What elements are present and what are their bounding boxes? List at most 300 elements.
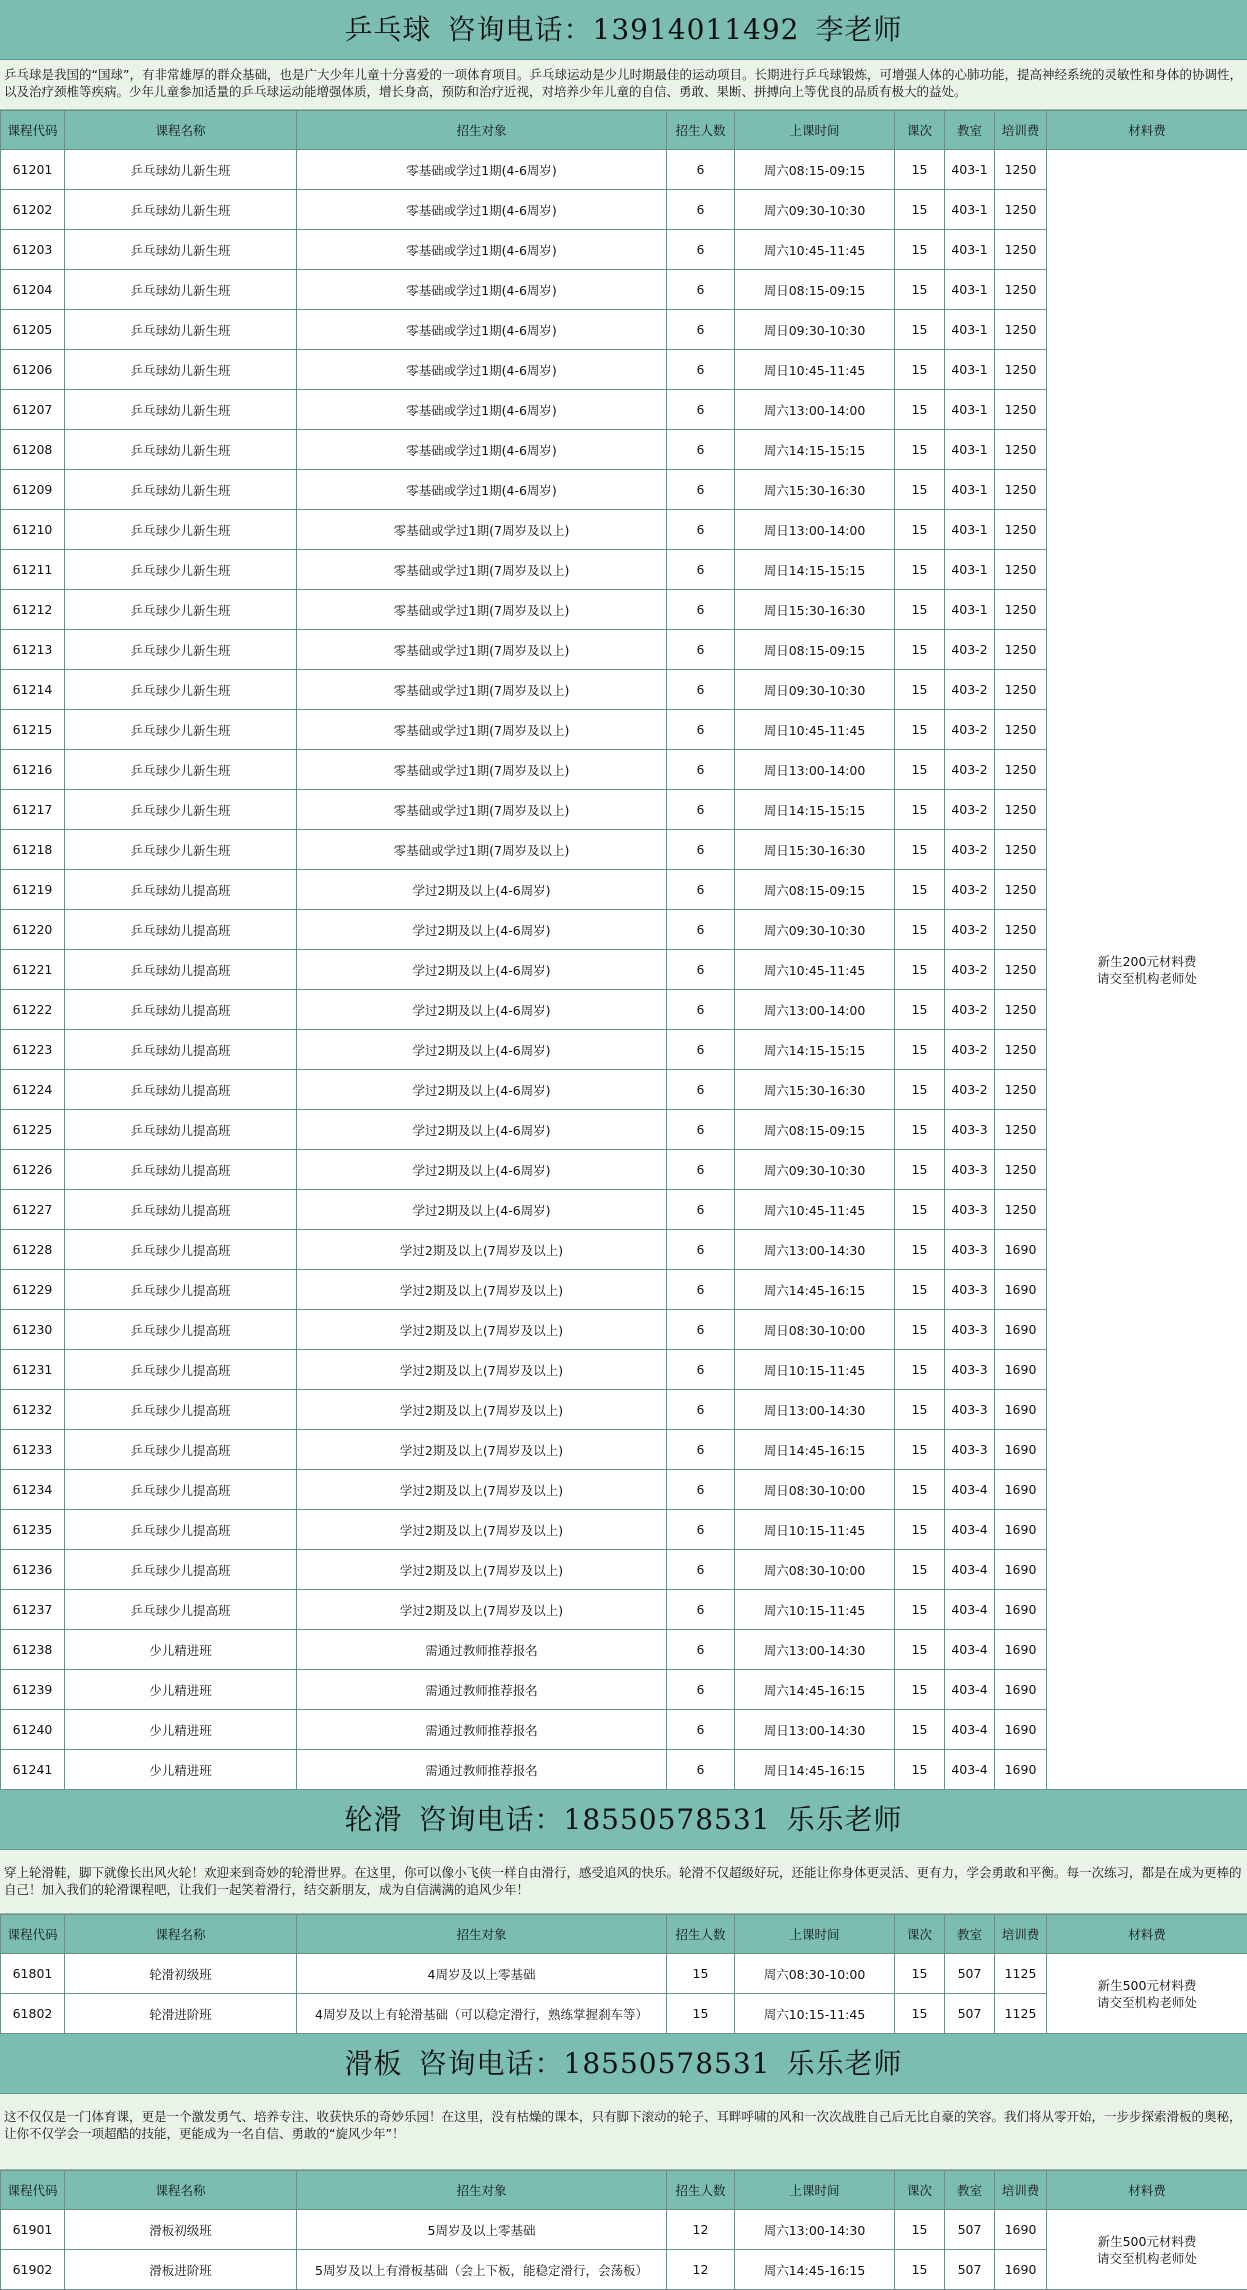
cell-target: 学过2期及以上(7周岁及以上) bbox=[297, 1310, 667, 1350]
section-header bbox=[0, 1790, 1247, 1850]
cell-fee: 1250 bbox=[995, 1070, 1047, 1110]
cell-time: 周日10:45-11:45 bbox=[735, 350, 895, 390]
cell-name: 乒乓球少儿新生班 bbox=[65, 790, 297, 830]
cell-room: 403-3 bbox=[945, 1310, 995, 1350]
cell-code: 61223 bbox=[1, 1030, 65, 1070]
cell-code: 61802 bbox=[1, 1994, 65, 2034]
cell-target: 需通过教师推荐报名 bbox=[297, 1670, 667, 1710]
cell-time: 周日13:00-14:00 bbox=[735, 750, 895, 790]
section-intro: 穿上轮滑鞋，脚下就像长出风火轮！欢迎来到奇妙的轮滑世界。在这里，你可以像小飞侠一样自由滑行，感受追风的快乐。轮滑不仅超级好玩，还能让你身体更灵活、更有力，学会勇敢和平衡。每一次练习，都是在成为更棒的自己！加入我们的轮滑课程吧，让我们一起笑着滑行，结交新朋友，成为自信满满的追风少年！ bbox=[0, 1850, 1247, 1914]
cell-fee: 1690 bbox=[995, 1710, 1047, 1750]
cell-name: 乒乓球幼儿新生班 bbox=[65, 310, 297, 350]
cell-sessions: 15 bbox=[895, 150, 945, 190]
column-header: 招生对象 bbox=[297, 2171, 667, 2210]
cell-code: 61221 bbox=[1, 950, 65, 990]
phone-label: 咨询电话： bbox=[419, 2047, 564, 2080]
cell-room: 403-1 bbox=[945, 510, 995, 550]
cell-fee: 1250 bbox=[995, 790, 1047, 830]
cell-code: 61216 bbox=[1, 750, 65, 790]
cell-code: 61220 bbox=[1, 910, 65, 950]
cell-capacity: 6 bbox=[667, 590, 735, 630]
cell-sessions: 15 bbox=[895, 670, 945, 710]
cell-room: 403-4 bbox=[945, 1710, 995, 1750]
cell-room: 403-1 bbox=[945, 230, 995, 270]
cell-room: 403-2 bbox=[945, 790, 995, 830]
cell-room: 403-1 bbox=[945, 590, 995, 630]
cell-sessions: 15 bbox=[895, 1310, 945, 1350]
material-fee-line1: 新生200元材料费 bbox=[1047, 953, 1247, 970]
material-fee-note bbox=[1047, 1954, 1247, 2034]
column-header: 招生人数 bbox=[667, 111, 735, 150]
cell-room: 403-2 bbox=[945, 950, 995, 990]
cell-time: 周六14:15-15:15 bbox=[735, 1030, 895, 1070]
cell-room: 403-4 bbox=[945, 1550, 995, 1590]
cell-code: 61201 bbox=[1, 150, 65, 190]
cell-room: 507 bbox=[945, 2250, 995, 2290]
cell-capacity: 6 bbox=[667, 190, 735, 230]
cell-name: 少儿精进班 bbox=[65, 1630, 297, 1670]
cell-room: 403-1 bbox=[945, 470, 995, 510]
cell-name: 乒乓球幼儿提高班 bbox=[65, 1030, 297, 1070]
cell-time: 周日10:15-11:45 bbox=[735, 1350, 895, 1390]
cell-target: 零基础或学过1期(4-6周岁) bbox=[297, 310, 667, 350]
cell-room: 403-4 bbox=[945, 1670, 995, 1710]
cell-capacity: 6 bbox=[667, 510, 735, 550]
cell-capacity: 6 bbox=[667, 1190, 735, 1230]
cell-name: 乒乓球幼儿新生班 bbox=[65, 230, 297, 270]
cell-capacity: 6 bbox=[667, 1550, 735, 1590]
cell-fee: 1250 bbox=[995, 1030, 1047, 1070]
table-header-row bbox=[1, 111, 1247, 150]
cell-fee: 1250 bbox=[995, 390, 1047, 430]
course-table bbox=[0, 1914, 1247, 2034]
material-fee-line2: 请交至机构老师处 bbox=[1047, 2250, 1247, 2267]
cell-room: 403-2 bbox=[945, 990, 995, 1030]
cell-sessions: 15 bbox=[895, 470, 945, 510]
table-row bbox=[1, 2210, 1247, 2250]
cell-time: 周日08:15-09:15 bbox=[735, 630, 895, 670]
cell-code: 61239 bbox=[1, 1670, 65, 1710]
cell-name: 乒乓球幼儿提高班 bbox=[65, 910, 297, 950]
cell-target: 学过2期及以上(7周岁及以上) bbox=[297, 1230, 667, 1270]
cell-code: 61218 bbox=[1, 830, 65, 870]
cell-sessions: 15 bbox=[895, 910, 945, 950]
cell-room: 403-4 bbox=[945, 1630, 995, 1670]
cell-code: 61901 bbox=[1, 2210, 65, 2250]
cell-code: 61227 bbox=[1, 1190, 65, 1230]
cell-sessions: 15 bbox=[895, 1750, 945, 1790]
cell-sessions: 15 bbox=[895, 270, 945, 310]
cell-room: 403-1 bbox=[945, 310, 995, 350]
cell-sessions: 15 bbox=[895, 790, 945, 830]
phone-label: 咨询电话： bbox=[419, 1803, 564, 1836]
cell-time: 周日14:15-15:15 bbox=[735, 790, 895, 830]
cell-sessions: 15 bbox=[895, 1030, 945, 1070]
cell-time: 周日10:15-11:45 bbox=[735, 1510, 895, 1550]
cell-fee: 1690 bbox=[995, 1270, 1047, 1310]
cell-capacity: 6 bbox=[667, 870, 735, 910]
cell-code: 61210 bbox=[1, 510, 65, 550]
column-header: 招生对象 bbox=[297, 1915, 667, 1954]
cell-fee: 1690 bbox=[995, 1470, 1047, 1510]
cell-sessions: 15 bbox=[895, 630, 945, 670]
cell-name: 乒乓球幼儿新生班 bbox=[65, 430, 297, 470]
column-header: 上课时间 bbox=[735, 111, 895, 150]
cell-sessions: 15 bbox=[895, 1510, 945, 1550]
cell-name: 滑板进阶班 bbox=[65, 2250, 297, 2290]
cell-capacity: 6 bbox=[667, 1710, 735, 1750]
cell-target: 4周岁及以上零基础 bbox=[297, 1954, 667, 1994]
cell-name: 少儿精进班 bbox=[65, 1710, 297, 1750]
cell-capacity: 6 bbox=[667, 1750, 735, 1790]
cell-code: 61226 bbox=[1, 1150, 65, 1190]
cell-time: 周日14:45-16:15 bbox=[735, 1430, 895, 1470]
column-header: 教室 bbox=[945, 1915, 995, 1954]
cell-room: 403-2 bbox=[945, 630, 995, 670]
cell-sessions: 15 bbox=[895, 1230, 945, 1270]
cell-name: 乒乓球幼儿新生班 bbox=[65, 190, 297, 230]
cell-name: 滑板初级班 bbox=[65, 2210, 297, 2250]
cell-target: 零基础或学过1期(7周岁及以上) bbox=[297, 790, 667, 830]
cell-sessions: 15 bbox=[895, 1590, 945, 1630]
cell-room: 403-3 bbox=[945, 1110, 995, 1150]
cell-target: 5周岁及以上零基础 bbox=[297, 2210, 667, 2250]
cell-sessions: 15 bbox=[895, 1430, 945, 1470]
cell-capacity: 6 bbox=[667, 230, 735, 270]
column-header: 教室 bbox=[945, 2171, 995, 2210]
cell-fee: 1250 bbox=[995, 230, 1047, 270]
cell-name: 乒乓球少儿新生班 bbox=[65, 550, 297, 590]
cell-target: 零基础或学过1期(4-6周岁) bbox=[297, 230, 667, 270]
section-subject: 乒乓球 bbox=[344, 13, 431, 46]
cell-fee: 1690 bbox=[995, 1230, 1047, 1270]
cell-capacity: 6 bbox=[667, 790, 735, 830]
cell-target: 零基础或学过1期(7周岁及以上) bbox=[297, 590, 667, 630]
cell-sessions: 15 bbox=[895, 1390, 945, 1430]
cell-room: 403-2 bbox=[945, 670, 995, 710]
cell-target: 学过2期及以上(7周岁及以上) bbox=[297, 1550, 667, 1590]
cell-time: 周日15:30-16:30 bbox=[735, 590, 895, 630]
cell-time: 周六10:45-11:45 bbox=[735, 950, 895, 990]
cell-target: 零基础或学过1期(4-6周岁) bbox=[297, 190, 667, 230]
cell-fee: 1690 bbox=[995, 1630, 1047, 1670]
cell-target: 需通过教师推荐报名 bbox=[297, 1750, 667, 1790]
cell-fee: 1125 bbox=[995, 1954, 1047, 1994]
column-header: 培训费 bbox=[995, 2171, 1047, 2210]
cell-sessions: 15 bbox=[895, 830, 945, 870]
cell-name: 乒乓球幼儿新生班 bbox=[65, 150, 297, 190]
cell-time: 周日13:00-14:30 bbox=[735, 1390, 895, 1430]
cell-room: 403-4 bbox=[945, 1750, 995, 1790]
cell-fee: 1250 bbox=[995, 430, 1047, 470]
cell-name: 乒乓球幼儿新生班 bbox=[65, 270, 297, 310]
column-header: 课次 bbox=[895, 1915, 945, 1954]
cell-target: 学过2期及以上(4-6周岁) bbox=[297, 990, 667, 1030]
column-header: 招生人数 bbox=[667, 1915, 735, 1954]
column-header: 课程名称 bbox=[65, 2171, 297, 2210]
cell-sessions: 15 bbox=[895, 2250, 945, 2290]
cell-capacity: 6 bbox=[667, 1150, 735, 1190]
cell-capacity: 15 bbox=[667, 1994, 735, 2034]
cell-name: 轮滑进阶班 bbox=[65, 1994, 297, 2034]
cell-code: 61232 bbox=[1, 1390, 65, 1430]
cell-name: 乒乓球少儿新生班 bbox=[65, 830, 297, 870]
cell-capacity: 6 bbox=[667, 430, 735, 470]
cell-code: 61902 bbox=[1, 2250, 65, 2290]
cell-code: 61240 bbox=[1, 1710, 65, 1750]
cell-code: 61217 bbox=[1, 790, 65, 830]
material-fee-line1: 新生500元材料费 bbox=[1047, 1977, 1247, 1994]
cell-capacity: 6 bbox=[667, 1630, 735, 1670]
cell-fee: 1690 bbox=[995, 1350, 1047, 1390]
cell-fee: 1690 bbox=[995, 1310, 1047, 1350]
table-row bbox=[1, 150, 1247, 190]
material-fee-line2: 请交至机构老师处 bbox=[1047, 1994, 1247, 2011]
cell-target: 零基础或学过1期(4-6周岁) bbox=[297, 350, 667, 390]
cell-sessions: 15 bbox=[895, 350, 945, 390]
cell-room: 507 bbox=[945, 2210, 995, 2250]
cell-time: 周六08:15-09:15 bbox=[735, 870, 895, 910]
cell-name: 乒乓球幼儿提高班 bbox=[65, 950, 297, 990]
cell-code: 61233 bbox=[1, 1430, 65, 1470]
cell-target: 零基础或学过1期(7周岁及以上) bbox=[297, 630, 667, 670]
cell-fee: 1250 bbox=[995, 270, 1047, 310]
cell-room: 403-2 bbox=[945, 1030, 995, 1070]
column-header: 材料费 bbox=[1047, 2171, 1247, 2210]
cell-fee: 1690 bbox=[995, 1550, 1047, 1590]
cell-capacity: 6 bbox=[667, 750, 735, 790]
cell-target: 需通过教师推荐报名 bbox=[297, 1630, 667, 1670]
cell-name: 乒乓球幼儿提高班 bbox=[65, 1110, 297, 1150]
cell-code: 61234 bbox=[1, 1470, 65, 1510]
cell-sessions: 15 bbox=[895, 1190, 945, 1230]
cell-code: 61202 bbox=[1, 190, 65, 230]
table-header-row bbox=[1, 1915, 1247, 1954]
cell-fee: 1250 bbox=[995, 910, 1047, 950]
cell-target: 零基础或学过1期(4-6周岁) bbox=[297, 390, 667, 430]
cell-name: 乒乓球少儿提高班 bbox=[65, 1310, 297, 1350]
cell-fee: 1250 bbox=[995, 150, 1047, 190]
cell-target: 学过2期及以上(7周岁及以上) bbox=[297, 1590, 667, 1630]
cell-code: 61241 bbox=[1, 1750, 65, 1790]
cell-code: 61209 bbox=[1, 470, 65, 510]
cell-capacity: 6 bbox=[667, 1390, 735, 1430]
cell-code: 61801 bbox=[1, 1954, 65, 1994]
cell-target: 零基础或学过1期(4-6周岁) bbox=[297, 150, 667, 190]
cell-time: 周六13:00-14:30 bbox=[735, 2210, 895, 2250]
cell-code: 61222 bbox=[1, 990, 65, 1030]
cell-name: 乒乓球少儿新生班 bbox=[65, 630, 297, 670]
cell-time: 周日15:30-16:30 bbox=[735, 830, 895, 870]
column-header: 课程代码 bbox=[1, 111, 65, 150]
cell-fee: 1250 bbox=[995, 830, 1047, 870]
column-header: 招生人数 bbox=[667, 2171, 735, 2210]
cell-name: 乒乓球幼儿提高班 bbox=[65, 1190, 297, 1230]
cell-sessions: 15 bbox=[895, 1630, 945, 1670]
course-table bbox=[0, 2170, 1247, 2290]
cell-time: 周日13:00-14:00 bbox=[735, 510, 895, 550]
cell-capacity: 6 bbox=[667, 470, 735, 510]
cell-sessions: 15 bbox=[895, 750, 945, 790]
cell-code: 61213 bbox=[1, 630, 65, 670]
cell-capacity: 6 bbox=[667, 1350, 735, 1390]
cell-code: 61204 bbox=[1, 270, 65, 310]
table-header-row bbox=[1, 2171, 1247, 2210]
cell-name: 乒乓球少儿提高班 bbox=[65, 1230, 297, 1270]
cell-time: 周六14:45-16:15 bbox=[735, 1270, 895, 1310]
cell-room: 403-1 bbox=[945, 430, 995, 470]
column-header: 材料费 bbox=[1047, 1915, 1247, 1954]
cell-code: 61225 bbox=[1, 1110, 65, 1150]
cell-capacity: 6 bbox=[667, 710, 735, 750]
cell-sessions: 15 bbox=[895, 550, 945, 590]
cell-fee: 1690 bbox=[995, 1670, 1047, 1710]
cell-target: 零基础或学过1期(4-6周岁) bbox=[297, 430, 667, 470]
cell-time: 周日10:45-11:45 bbox=[735, 710, 895, 750]
cell-time: 周六10:45-11:45 bbox=[735, 230, 895, 270]
cell-sessions: 15 bbox=[895, 990, 945, 1030]
cell-fee: 1250 bbox=[995, 870, 1047, 910]
cell-name: 乒乓球幼儿提高班 bbox=[65, 990, 297, 1030]
cell-name: 乒乓球少儿提高班 bbox=[65, 1430, 297, 1470]
cell-room: 507 bbox=[945, 1954, 995, 1994]
cell-target: 零基础或学过1期(7周岁及以上) bbox=[297, 750, 667, 790]
cell-time: 周六08:30-10:00 bbox=[735, 1954, 895, 1994]
cell-time: 周日09:30-10:30 bbox=[735, 310, 895, 350]
cell-time: 周六10:45-11:45 bbox=[735, 1190, 895, 1230]
cell-time: 周日14:45-16:15 bbox=[735, 1750, 895, 1790]
cell-code: 61203 bbox=[1, 230, 65, 270]
cell-time: 周六09:30-10:30 bbox=[735, 190, 895, 230]
cell-code: 61235 bbox=[1, 1510, 65, 1550]
material-fee-line1: 新生500元材料费 bbox=[1047, 2233, 1247, 2250]
cell-time: 周六09:30-10:30 bbox=[735, 910, 895, 950]
column-header: 培训费 bbox=[995, 1915, 1047, 1954]
cell-time: 周日08:30-10:00 bbox=[735, 1310, 895, 1350]
column-header: 培训费 bbox=[995, 111, 1047, 150]
phone-number: 13914011492 bbox=[593, 13, 800, 46]
cell-room: 403-3 bbox=[945, 1230, 995, 1270]
cell-time: 周六14:15-15:15 bbox=[735, 430, 895, 470]
cell-fee: 1250 bbox=[995, 1150, 1047, 1190]
column-header: 课次 bbox=[895, 111, 945, 150]
cell-sessions: 15 bbox=[895, 310, 945, 350]
cell-sessions: 15 bbox=[895, 1550, 945, 1590]
cell-capacity: 6 bbox=[667, 390, 735, 430]
cell-sessions: 15 bbox=[895, 1470, 945, 1510]
cell-capacity: 12 bbox=[667, 2250, 735, 2290]
cell-name: 乒乓球少儿新生班 bbox=[65, 710, 297, 750]
cell-code: 61208 bbox=[1, 430, 65, 470]
cell-code: 61236 bbox=[1, 1550, 65, 1590]
cell-fee: 1250 bbox=[995, 550, 1047, 590]
cell-target: 零基础或学过1期(7周岁及以上) bbox=[297, 710, 667, 750]
cell-capacity: 6 bbox=[667, 1230, 735, 1270]
cell-time: 周六14:45-16:15 bbox=[735, 1670, 895, 1710]
cell-target: 学过2期及以上(7周岁及以上) bbox=[297, 1510, 667, 1550]
cell-sessions: 15 bbox=[895, 590, 945, 630]
cell-room: 403-2 bbox=[945, 1070, 995, 1110]
cell-name: 少儿精进班 bbox=[65, 1670, 297, 1710]
teacher-name: 乐乐老师 bbox=[786, 1803, 902, 1836]
cell-capacity: 6 bbox=[667, 150, 735, 190]
cell-fee: 1250 bbox=[995, 710, 1047, 750]
cell-room: 403-1 bbox=[945, 550, 995, 590]
material-fee-note bbox=[1047, 150, 1247, 1790]
cell-fee: 1250 bbox=[995, 950, 1047, 990]
cell-room: 403-1 bbox=[945, 270, 995, 310]
cell-name: 乒乓球幼儿提高班 bbox=[65, 870, 297, 910]
cell-fee: 1250 bbox=[995, 590, 1047, 630]
course-table bbox=[0, 110, 1247, 1790]
cell-capacity: 6 bbox=[667, 1070, 735, 1110]
cell-target: 学过2期及以上(4-6周岁) bbox=[297, 1110, 667, 1150]
cell-fee: 1690 bbox=[995, 1430, 1047, 1470]
cell-sessions: 15 bbox=[895, 1350, 945, 1390]
cell-room: 403-4 bbox=[945, 1510, 995, 1550]
cell-time: 周日09:30-10:30 bbox=[735, 670, 895, 710]
cell-target: 学过2期及以上(4-6周岁) bbox=[297, 1070, 667, 1110]
cell-time: 周六09:30-10:30 bbox=[735, 1150, 895, 1190]
cell-name: 乒乓球少儿新生班 bbox=[65, 670, 297, 710]
cell-code: 61214 bbox=[1, 670, 65, 710]
cell-room: 403-2 bbox=[945, 710, 995, 750]
column-header: 课程名称 bbox=[65, 1915, 297, 1954]
section-header bbox=[0, 0, 1247, 60]
column-header: 课程代码 bbox=[1, 1915, 65, 1954]
cell-code: 61230 bbox=[1, 1310, 65, 1350]
section-subject: 滑板 bbox=[344, 2047, 402, 2080]
table-row bbox=[1, 1954, 1247, 1994]
cell-code: 61207 bbox=[1, 390, 65, 430]
cell-target: 学过2期及以上(7周岁及以上) bbox=[297, 1270, 667, 1310]
cell-time: 周六08:30-10:00 bbox=[735, 1550, 895, 1590]
teacher-name: 乐乐老师 bbox=[786, 2047, 902, 2080]
section-header bbox=[0, 2034, 1247, 2094]
cell-capacity: 6 bbox=[667, 1590, 735, 1630]
cell-name: 乒乓球少儿提高班 bbox=[65, 1550, 297, 1590]
phone-number: 18550578531 bbox=[564, 2047, 771, 2080]
cell-name: 乒乓球幼儿新生班 bbox=[65, 390, 297, 430]
cell-sessions: 15 bbox=[895, 1994, 945, 2034]
cell-name: 乒乓球少儿提高班 bbox=[65, 1390, 297, 1430]
cell-code: 61206 bbox=[1, 350, 65, 390]
cell-time: 周六15:30-16:30 bbox=[735, 470, 895, 510]
cell-fee: 1690 bbox=[995, 1590, 1047, 1630]
cell-name: 乒乓球少儿提高班 bbox=[65, 1270, 297, 1310]
cell-sessions: 15 bbox=[895, 870, 945, 910]
cell-sessions: 15 bbox=[895, 390, 945, 430]
cell-name: 乒乓球少儿新生班 bbox=[65, 750, 297, 790]
cell-capacity: 6 bbox=[667, 1430, 735, 1470]
cell-target: 零基础或学过1期(4-6周岁) bbox=[297, 470, 667, 510]
cell-sessions: 15 bbox=[895, 1150, 945, 1190]
cell-code: 61238 bbox=[1, 1630, 65, 1670]
cell-name: 乒乓球幼儿提高班 bbox=[65, 1150, 297, 1190]
cell-time: 周六10:15-11:45 bbox=[735, 1994, 895, 2034]
cell-capacity: 6 bbox=[667, 270, 735, 310]
cell-fee: 1250 bbox=[995, 310, 1047, 350]
cell-code: 61228 bbox=[1, 1230, 65, 1270]
cell-room: 403-4 bbox=[945, 1470, 995, 1510]
cell-room: 403-1 bbox=[945, 350, 995, 390]
cell-sessions: 15 bbox=[895, 230, 945, 270]
cell-sessions: 15 bbox=[895, 1270, 945, 1310]
cell-fee: 1250 bbox=[995, 630, 1047, 670]
cell-room: 403-2 bbox=[945, 870, 995, 910]
cell-target: 5周岁及以上有滑板基础（会上下板，能稳定滑行，会荡板） bbox=[297, 2250, 667, 2290]
material-fee-line2: 请交至机构老师处 bbox=[1047, 970, 1247, 987]
